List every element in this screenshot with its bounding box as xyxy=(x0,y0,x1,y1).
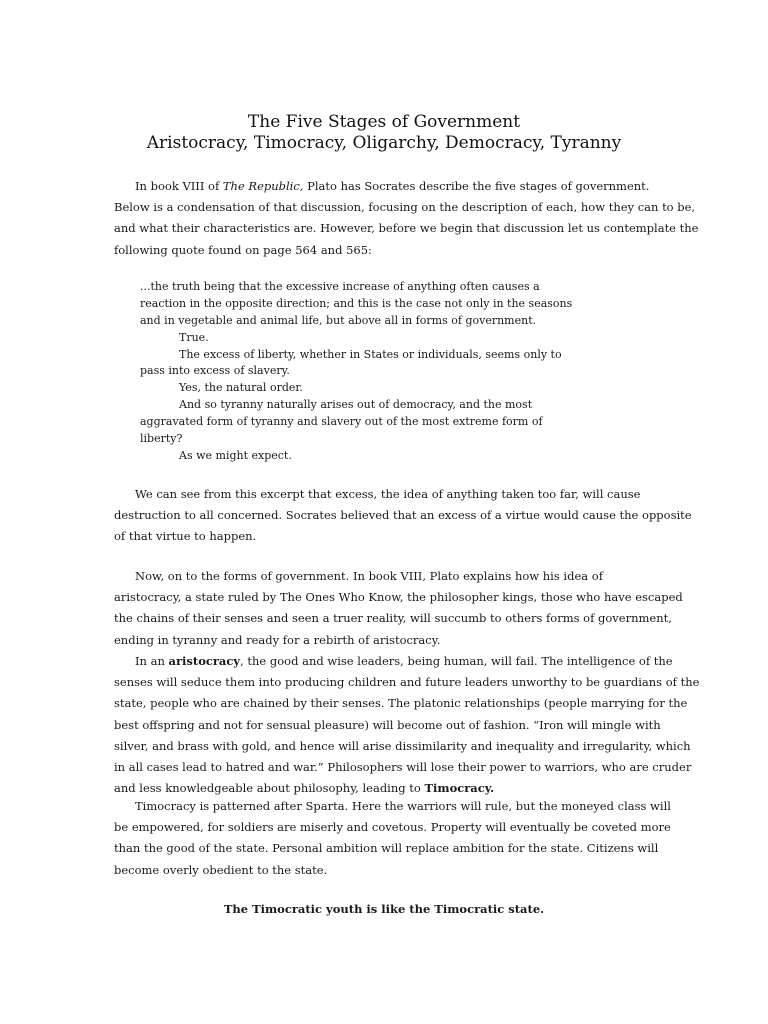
quote-line: Yes, the natural order. xyxy=(179,381,303,395)
intro-line: In book VIII of The Republic, Plato has Socrates describe the five stages of government. xyxy=(135,179,650,193)
intro-line: Below is a condensation of that discussion, focusing on the description of each, how they can to be, xyxy=(114,200,696,215)
aristocracy-term: aristocracy xyxy=(168,654,241,668)
paragraph-line: state, people who are chained by their senses. The platonic relationships (people marrying for the xyxy=(114,696,688,711)
quote-line: And so tyranny naturally arises out of democracy, and the most xyxy=(179,398,533,412)
timocracy-paragraph xyxy=(114,796,671,881)
paragraph-line: silver, and brass with gold, and hence will arise dissimilarity and inequality and irregularity, which xyxy=(114,738,691,753)
document-subtitle: Aristocracy, Timocracy, Oligarchy, Democracy, Tyranny xyxy=(146,133,622,153)
paragraph-line: of that virtue to happen. xyxy=(114,529,257,544)
paragraph-line: destruction to all concerned. Socrates believed that an excess of a virtue would cause the opposite xyxy=(114,508,692,523)
paragraph-line: Now, on to the forms of government. In book VIII, Plato explains how his idea of xyxy=(135,569,603,583)
quote-line: aggravated form of tyranny and slavery out of the most extreme form of xyxy=(140,415,543,429)
forms-paragraph xyxy=(114,566,683,651)
paragraph-line: be empowered, for soldiers are miserly and covetous. Property will eventually be coveted more xyxy=(114,820,671,835)
quote-line: True. xyxy=(179,330,209,344)
paragraph-line: Timocracy is patterned after Sparta. Here the warriors will rule, but the moneyed class will xyxy=(135,799,671,813)
aristocracy-paragraph xyxy=(114,651,700,799)
paragraph-line: best offspring and not for sensual pleasure) will become out of fashion. “Iron will mingle with xyxy=(114,717,661,732)
paragraph-line: the chains of their senses and seen a truer reality, will succumb to others forms of government, xyxy=(114,611,672,626)
quote-line: reaction in the opposite direction; and this is the case not only in the seasons xyxy=(140,296,573,310)
paragraph-line: and less knowledgeable about philosophy, leading to Timocracy. xyxy=(114,781,495,796)
block-quote xyxy=(140,279,573,465)
paragraph-line: senses will seduce them into producing children and future leaders unworthy to be guardians of the xyxy=(114,675,700,690)
intro-paragraph xyxy=(114,176,699,261)
book-title: The Republic, xyxy=(222,179,304,193)
intro-line: following quote found on page 564 and 565: xyxy=(114,242,372,257)
timocracy-term: Timocracy. xyxy=(424,781,495,796)
paragraph-line: than the good of the state. Personal ambition will replace ambition for the state. Citizens will xyxy=(114,841,659,856)
paragraph-line: become overly obedient to the state. xyxy=(114,862,328,877)
quote-line: and in vegetable and animal life, but above all in forms of government. xyxy=(140,313,537,327)
intro-line: and what their characteristics are. However, before we begin that discussion let us contemplate the xyxy=(114,221,699,236)
document-title: The Five Stages of Government xyxy=(247,112,521,132)
quote-line: liberty? xyxy=(140,432,183,446)
paragraph-line: in all cases lead to hatred and war.” Philosophers will lose their power to warriors, who are cruder xyxy=(114,759,692,774)
paragraph-line: aristocracy, a state ruled by The Ones Who Know, the philosopher kings, those who have escaped xyxy=(114,590,683,605)
quote-line: ...the truth being that the excessive increase of anything often causes a xyxy=(140,280,540,293)
quote-line: pass into excess of slavery. xyxy=(140,364,290,378)
section-heading: The Timocratic youth is like the Timocratic state. xyxy=(223,902,545,916)
excess-paragraph xyxy=(114,484,692,548)
paragraph-line: ending in tyranny and ready for a rebirth of aristocracy. xyxy=(114,632,441,647)
paragraph-line: We can see from this excerpt that excess, the idea of anything taken too far, will cause xyxy=(135,487,641,501)
paragraph-line: In an aristocracy, the good and wise leaders, being human, will fail. The intelligence of the xyxy=(135,654,673,668)
quote-line: As we might expect. xyxy=(179,448,292,462)
quote-line: The excess of liberty, whether in States or individuals, seems only to xyxy=(179,347,562,361)
